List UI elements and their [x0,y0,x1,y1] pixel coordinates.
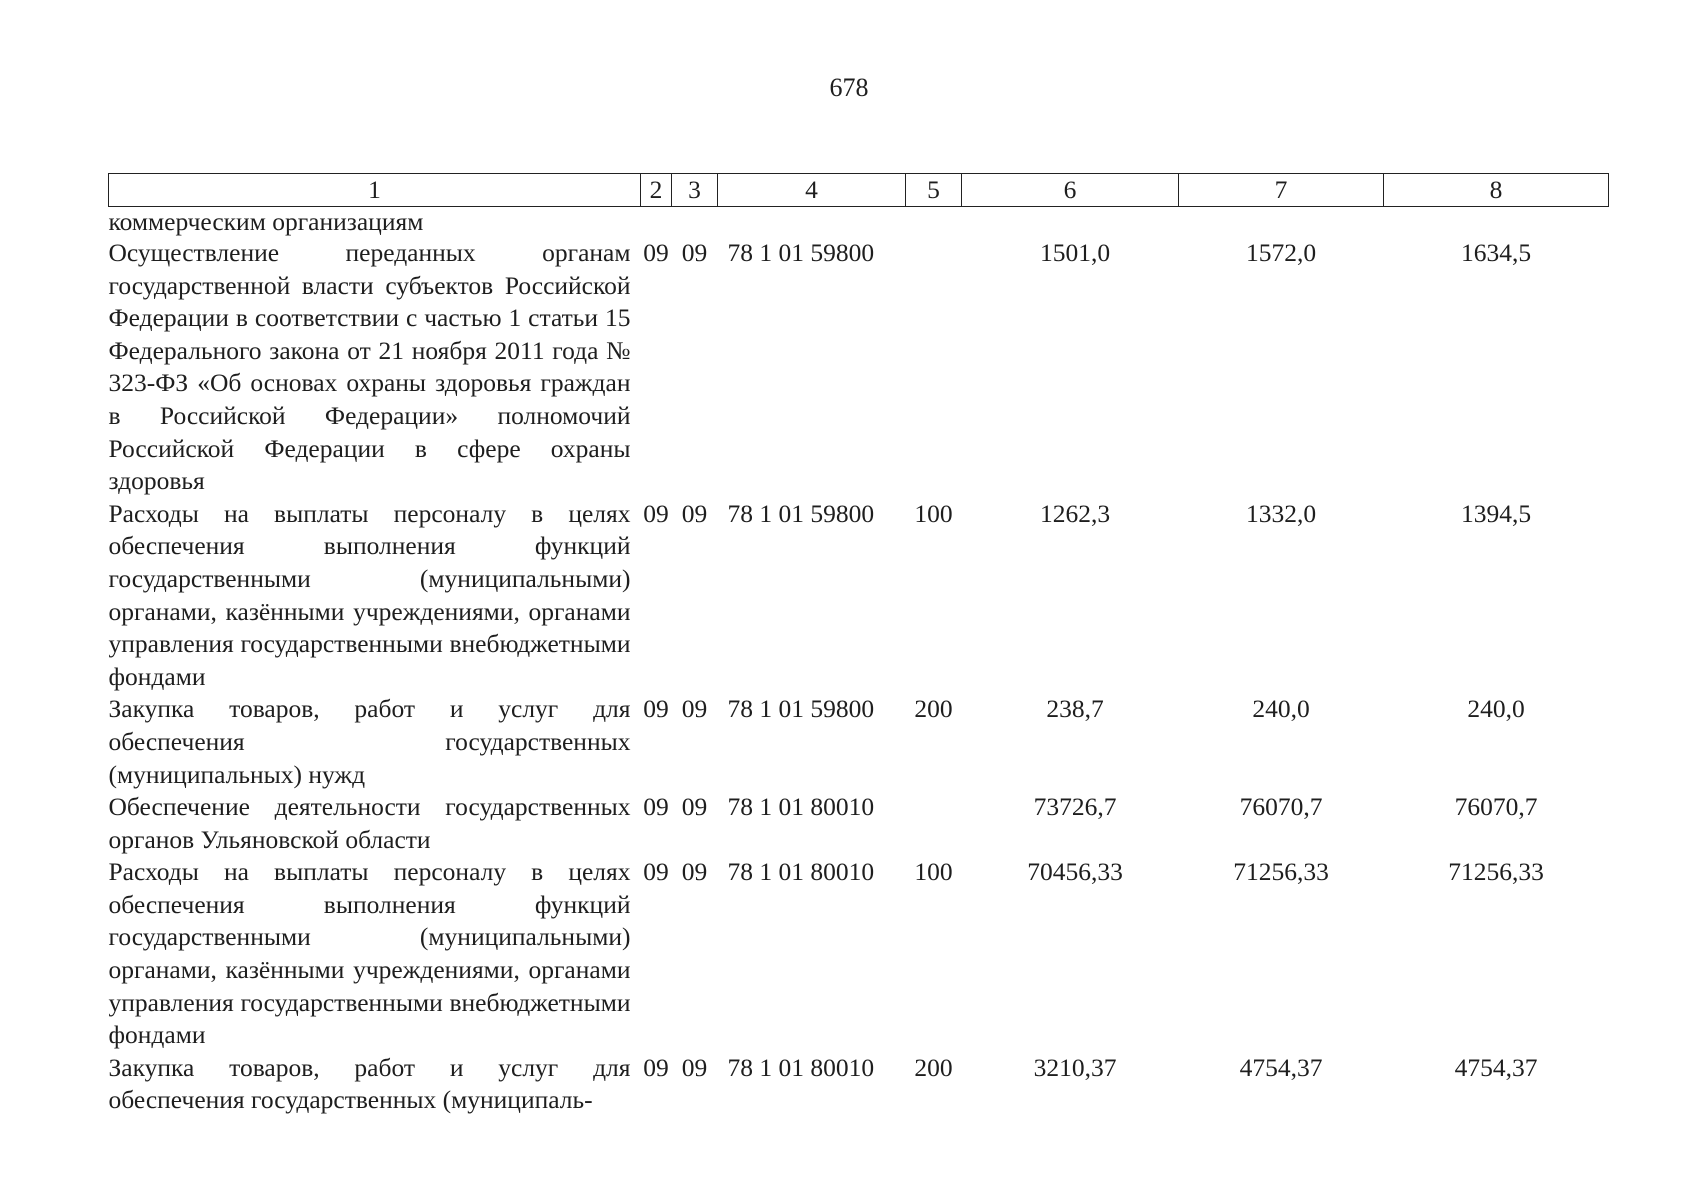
column-header-3: 3 [672,174,718,207]
cell-expense-type: 200 [914,694,953,724]
cell-expense-type [906,237,962,498]
cell-amount-8: 240,0 [1467,694,1525,724]
column-header-5: 5 [906,174,962,207]
table-row [109,856,1609,1052]
cell-amount-6: 3210,37 [1033,1052,1117,1082]
cell-section: 09 [643,857,669,887]
cell-subsection: 09 [681,238,708,267]
cell-expense-type: 100 [914,857,953,887]
cell-section: 09 [643,694,669,724]
column-header-7: 7 [1179,174,1384,207]
row-name: Осуществление переданных органам государственной власти субъектов Российской Федерации в соответствии с частью 1 статьи 15 Федерального закона от 21 ноября 2011 года № 323-ФЗ «Об основах охраны здоровья граждан в Российской Федерации» полномочий Российской Федерации в сфере охраны здоровья [108,238,631,496]
column-header-4: 4 [718,174,906,207]
cell-amount-6: 1501,0 [1039,238,1111,267]
table-row [109,237,1609,498]
cell-target-code: 78 1 01 80010 [727,1052,875,1082]
cell-subsection: 09 [681,792,708,822]
table-row [109,1052,1609,1117]
cell-expense-type: 100 [914,498,953,528]
table-row [109,207,1609,238]
cell-amount-7: 71256,33 [1233,857,1329,887]
cell-amount-6: 73726,7 [1033,792,1117,822]
row-name: Расходы на выплаты персоналу в целях обеспечения выполнения функций государственными (муниципальными) органами, казёнными учреждениями, органами управления государственными внебюджетными фондами [108,857,631,1050]
column-header-6: 6 [962,174,1179,207]
column-header-1: 1 [109,174,641,207]
cell-amount-6: 238,7 [1046,694,1104,724]
cell-expense-type [906,791,962,856]
row-name: Расходы на выплаты персоналу в целях обеспечения выполнения функций государственными (муниципальными) органами, казёнными учреждениями, органами управления государственными внебюджетными фондами [108,498,631,691]
cell-target-code: 78 1 01 80010 [727,857,875,887]
cell-expense-type [906,207,962,238]
cell-amount-8: 1634,5 [1460,238,1532,267]
cell-amount-8: 4754,37 [1454,1052,1538,1082]
table-row [109,498,1609,694]
cell-amount-7: 76070,7 [1239,792,1323,822]
table-row [109,791,1609,856]
cell-amount-7: 1332,0 [1245,498,1317,528]
cell-subsection: 09 [681,498,708,528]
column-header-2: 2 [641,174,672,207]
page-number: 678 [829,73,869,102]
cell-amount-8: 71256,33 [1448,857,1544,887]
cell-amount-6: 70456,33 [1027,857,1123,887]
cell-subsection: 09 [681,1052,708,1082]
table-row [109,693,1609,791]
cell-section [641,207,672,238]
cell-target-code [718,207,906,238]
row-name: Закупка товаров, работ и услуг для обеспечения государственных (муниципаль- [108,1052,631,1115]
row-name: Обеспечение деятельности государственных органов Ульяновской области [108,792,631,854]
header-row [109,174,1609,207]
cell-target-code: 78 1 01 59800 [727,694,875,724]
cell-section: 09 [643,1052,669,1082]
cell-expense-type: 200 [914,1052,953,1082]
row-name: коммерческим организациям [108,207,424,236]
budget-table [108,173,1608,1117]
cell-subsection: 09 [681,694,708,724]
cell-amount-7: 1572,0 [1245,238,1317,267]
cell-amount-8: 1394,5 [1460,498,1532,528]
cell-subsection: 09 [681,857,708,887]
cell-target-code: 78 1 01 59800 [727,498,875,528]
cell-amount-7: 4754,37 [1239,1052,1323,1082]
cell-section: 09 [643,498,669,528]
cell-subsection [672,207,718,238]
cell-amount-7: 240,0 [1252,694,1310,724]
cell-section: 09 [643,792,669,822]
column-header-8: 8 [1384,174,1609,207]
cell-target-code: 78 1 01 59800 [727,238,875,267]
cell-target-code: 78 1 01 80010 [727,792,875,822]
cell-amount-8 [1384,207,1609,238]
cell-amount-6: 1262,3 [1039,498,1111,528]
cell-amount-7 [1179,207,1384,238]
row-name: Закупка товаров, работ и услуг для обеспечения государственных (муниципальных) нужд [108,694,631,789]
cell-amount-8: 76070,7 [1454,792,1538,822]
cell-amount-6 [962,207,1179,238]
cell-section: 09 [643,238,669,267]
